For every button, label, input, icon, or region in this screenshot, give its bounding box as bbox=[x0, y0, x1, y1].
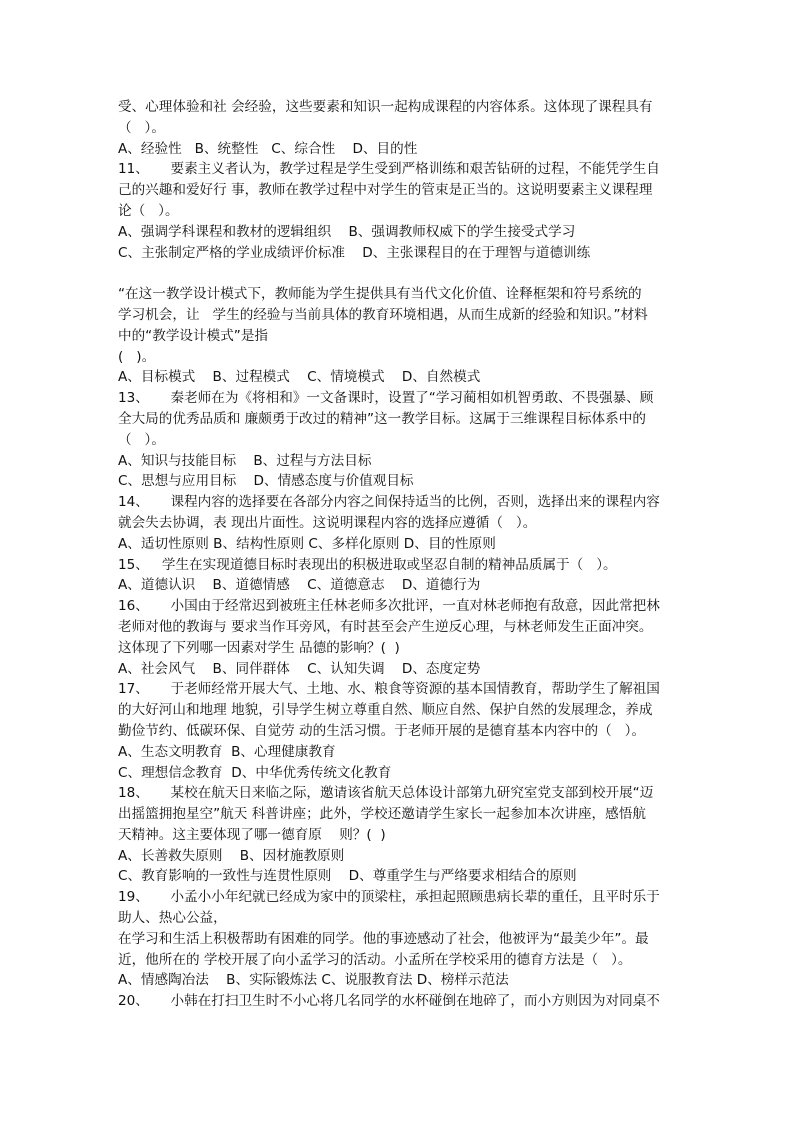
text-line: C、主张制定严格的学业成绩评价标准 D、主张课程目的在于理智与道德训练 bbox=[118, 244, 591, 261]
text-line: 11、 要素主义者认为，教学过程是学生受到严格训练和艰苦钻研的过程，不能凭学生自 bbox=[118, 161, 660, 178]
text-line: 的大好河山和地理 地貌，引导学生树立尊重自然、顺应自然、保护自然的发展理念，养成 bbox=[118, 702, 653, 719]
text-line: 18、 某校在航天日来临之际，邀请该省航天总体设计部第九研究室党支部到校开展“迈 bbox=[118, 785, 654, 802]
text-line: 勤俭节约、低碳环保、自觉劳 动的生活习惯。于老师开展的是德育基本内容中的（ ）。 bbox=[118, 722, 646, 739]
text-line: A、目标模式 B、过程模式 C、情境模式 D、自然模式 bbox=[118, 369, 481, 386]
text-line: A、情感陶冶法 B、实际锻炼法 C、说服教育法 D、榜样示范法 bbox=[118, 972, 509, 989]
text-line: （ ）。 bbox=[118, 119, 165, 136]
text-line: A、社会风气 B、同伴群体 C、认知失调 D、态度定势 bbox=[118, 660, 481, 677]
text-line: （ ）。 bbox=[118, 431, 165, 448]
text-line: C、理想信念教育 D、中华优秀传统文化教育 bbox=[118, 764, 392, 781]
text-line: 老师对他的教诲与 要求当作耳旁风，有时甚至会产生逆反心理，与林老师发生正面冲突。 bbox=[118, 618, 653, 635]
text-line: 助人、热心公益， bbox=[118, 910, 227, 927]
text-line: 19、 小孟小小年纪就已经成为家中的顶梁柱，承担起照顾患病长辈的重任，且平时乐于 bbox=[118, 889, 660, 906]
text-line: 己的兴趣和爱好行 事，教师在教学过程中对学生的管束是正当的。这说明要素主义课程理 bbox=[118, 182, 653, 199]
text-line: A、生态文明教育 B、心理健康教育 bbox=[118, 743, 336, 760]
text-line: 天精神。这主要体现了哪一德育原 则？( ) bbox=[118, 826, 386, 843]
text-line: 14、 课程内容的选择要在各部分内容之间保持适当的比例，否则，选择出来的课程内容 bbox=[118, 494, 660, 511]
text-line: 近，他所在的 学校开展了向小孟学习的活动。小孟所在学校采用的德育方法是（ ）。 bbox=[118, 951, 632, 968]
text-line: “在这一教学设计模式下，教师能为学生提供具有当代文化价值、诠释框架和符号系统的 bbox=[118, 286, 642, 303]
text-line: 在学习和生活上积极帮助有困难的同学。他的事迹感动了社会，他被评为“最美少年”。最 bbox=[118, 930, 649, 947]
text-line: 这体现了下列哪一因素对学生 品德的影响？( ) bbox=[118, 639, 400, 656]
text-line: 20、 小韩在打扫卫生时不小心将几名同学的水杯碰倒在地碎了，而小方则因为对同桌不 bbox=[118, 993, 660, 1010]
text-line: A、知识与技能目标 B、过程与方法目标 bbox=[118, 452, 372, 469]
text-line: A、强调学科课程和教材的逻辑组织 B、强调教师权威下的学生接受式学习 bbox=[118, 223, 576, 240]
text-line: 中的“教学设计模式”是指 bbox=[118, 327, 269, 344]
blank-line bbox=[118, 263, 688, 284]
text-line: 16、 小国由于经常迟到被班主任林老师多次批评，一直对林老师抱有敌意，因此常把林 bbox=[118, 598, 660, 615]
text-line: 出摇篮拥抱星空”航天 科普讲座；此外，学校还邀请学生家长一起参加本次讲座，感悟航 bbox=[118, 806, 646, 823]
text-line: 15、 学生在实现道德目标时表现出的积极进取或坚忍自制的精神品质属于（ ）。 bbox=[118, 556, 617, 573]
text-line: 就会失去协调，表 现出片面性。这说明课程内容的选择应遵循（ ）。 bbox=[118, 514, 537, 531]
text-line: A、长善救失原则 B、因材施教原则 bbox=[118, 847, 345, 864]
text-line: ( )。 bbox=[118, 348, 156, 365]
text-line: A、道德认识 B、道德情感 C、道德意志 D、道德行为 bbox=[118, 577, 481, 594]
document-body bbox=[118, 97, 688, 1012]
text-line: A、适切性原则 B、结构性原则 C、多样化原则 D、目的性原则 bbox=[118, 535, 496, 552]
text-line: A、经验性 B、统整性 C、综合性 D、目的性 bbox=[118, 140, 418, 157]
text-line: C、教育影响的一致性与连贯性原则 D、尊重学生与严络要求相结合的原则 bbox=[118, 868, 577, 885]
text-line: 学习机会，让 学生的经验与当前具体的教育环境相遇，从而生成新的经验和知识。”材料 bbox=[118, 306, 648, 323]
text-line: 全大局的优秀品质和 廉颇勇于改过的精神”这一教学目标。这属于三维课程目标体系中的 bbox=[118, 410, 646, 427]
text-line: C、思想与应用目标 D、情感态度与价值观目标 bbox=[118, 473, 414, 490]
text-line: 17、 于老师经常开展大气、土地、水、粮食等资源的基本国情教育，帮助学生了解祖国 bbox=[118, 681, 660, 698]
text-line: 受、心理体验和社 会经验，这些要素和知识一起构成课程的内容体系。这体现了课程具有 bbox=[118, 99, 653, 115]
text-line: 论（ ）。 bbox=[118, 202, 179, 219]
text-line: 13、 秦老师在为《将相和》一文备课时，设置了“学习蔺相如机智勇敢、不畏强暴、顾 bbox=[118, 390, 654, 407]
